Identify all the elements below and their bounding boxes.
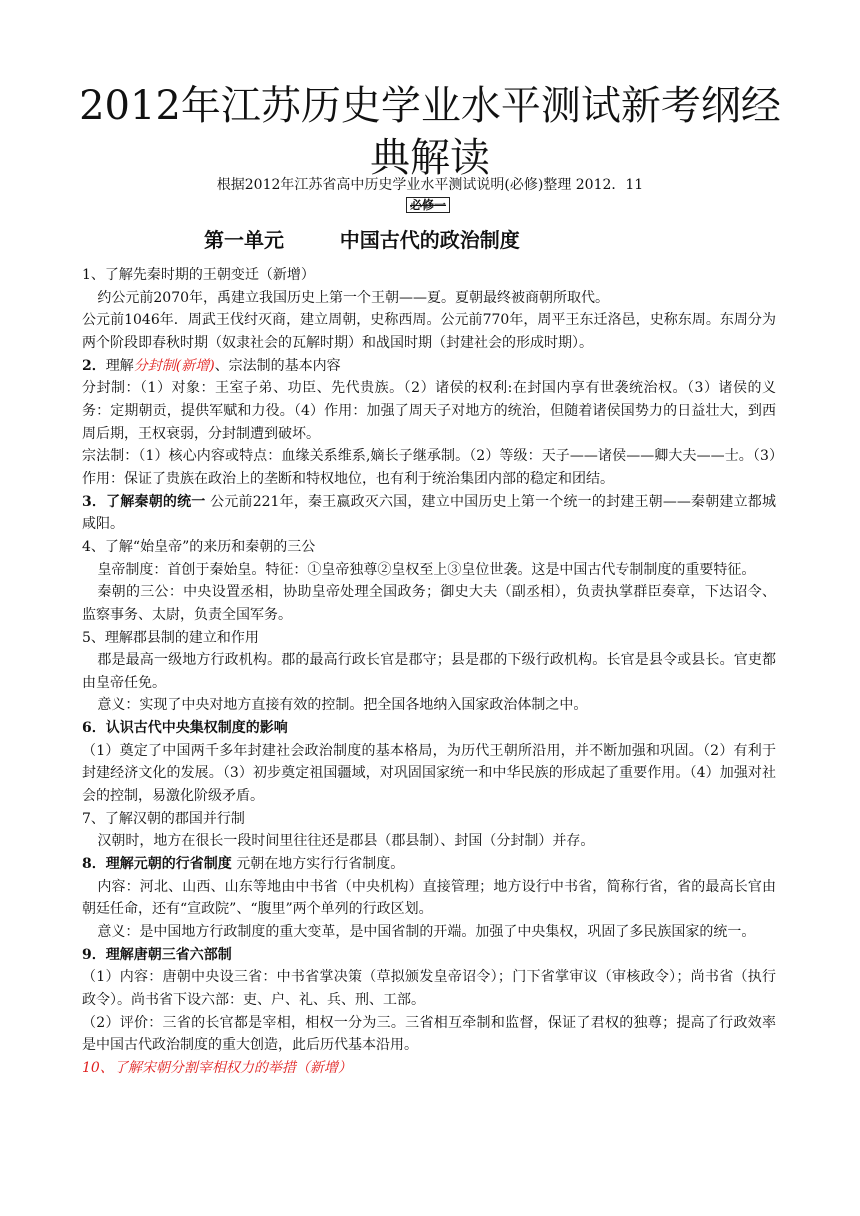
section-3-heading: 3．了解秦朝的统一 xyxy=(82,493,206,510)
section-4-heading: 4、了解“始皇帝”的来历和秦朝的三公 xyxy=(82,538,316,555)
section-8-text: 元朝在地方实行行省制度。 xyxy=(231,856,405,873)
section-9-heading: 9．理解唐朝三省六部制 xyxy=(82,946,232,963)
section-10-heading: 10、了解宋朝分割宰相权力的举措（新增） xyxy=(82,1059,352,1076)
section-7-heading: 7、了解汉朝的郡国并行制 xyxy=(82,810,245,827)
section-2-rest: 、宗法制的基本内容 xyxy=(214,357,341,374)
section-8-paragraph-1: 内容：河北、山西、山东等地由中书省（中央机构）直接管理；地方设行中书省，简称行省，省的最高长官由朝廷任命，还有“宣政院”、“腹里”两个单列的行政区划。 xyxy=(82,878,776,918)
section-8-heading: 8．理解元朝的行省制度 xyxy=(82,856,232,873)
section-7-paragraph-1: 汉朝时，地方在很长一段时间里往往还是郡县（郡县制）、封国（分封制）并存。 xyxy=(97,833,595,850)
section-5-paragraph-2: 意义：实现了中央对地方直接有效的控制。把全国各地纳入国家政治体制之中。 xyxy=(97,697,588,714)
section-9-paragraph-1: （1）内容：唐朝中央设三省：中书省掌决策（草拟颁发皇帝诏令）；门下省掌审议（审核政令）；尚书省（执行政令）。尚书省下设六部：吏、户、礼、兵、刑、工部。 xyxy=(82,969,776,1008)
document-body xyxy=(82,264,776,1080)
section-1-heading: 1、了解先秦时期的王朝变迁（新增） xyxy=(82,267,315,283)
unit-heading: 第一单元 中国古代的政治制度 xyxy=(204,228,520,252)
section-3-text: 公元前221年，秦王嬴政灭六国，建立中国历史上第一个统一的封建王朝——秦朝建立都城咸阳。 xyxy=(82,493,776,533)
section-3 xyxy=(82,491,776,536)
page-title: 2012年江苏历史学业水平测试新考纲经典解读 xyxy=(79,83,781,181)
section-4-paragraph-2: 秦朝的三公：中央设置丞相，协助皇帝处理全国政务；御史大夫（副丞相），负责执掌群臣奏章，下达诏令、监察事务、太尉，负责全国军务。 xyxy=(82,584,776,623)
section-6-paragraph-1: （1）奠定了中国两千多年封建社会政治制度的基本格局，为历代王朝所沿用，并不断加强和巩固。（2）有利于封建经济文化的发展。（3）初步奠定祖国疆域，对巩固国家统一和中华民族的形成起了重要作用。（4）加强对社会的控制，易激化阶级矛盾。 xyxy=(82,742,776,805)
section-2-verb: 理解 xyxy=(105,357,134,374)
section-2-paragraph-1: 分封制：（1）对象：王室子弟、功臣、先代贵族。（2）诸侯的权利:在封国内享有世袭统治权。（3）诸侯的义务：定期朝贡，提供军赋和力役。（4）作用：加强了周天子对地方的统治，但随着诸侯国势力的日益壮大，到西周后期，王权衰弱，分封制遭到破坏。 xyxy=(82,380,776,442)
volume-badge: 必修一 xyxy=(406,197,450,213)
section-5-paragraph-1: 郡是最高一级地方行政机构。郡的最高行政长官是郡守；县是郡的下级行政机构。长官是县令或县长。官吏都由皇帝任免。 xyxy=(82,652,776,691)
section-8 xyxy=(82,853,776,876)
section-1-paragraph-1: 约公元前2070年，禹建立我国历史上第一个王朝——夏。夏朝最终被商朝所取代。 xyxy=(97,289,610,306)
section-1-paragraph-2: 公元前1046年．周武王伐纣灭商，建立周朝，史称西周。公元前770年，周平王东迁洛邑，史称东周。东周分为两个阶段即春秋时期（奴隶社会的瓦解时期）和战国时期（封建社会的形成时期）。 xyxy=(82,312,776,351)
section-6-heading: 6．认识古代中央集权制度的影响 xyxy=(82,720,288,737)
section-2-heading xyxy=(82,355,776,378)
subtitle: 根据2012年江苏省高中历史学业水平测试说明(必修)整理 2012．11 xyxy=(216,177,644,193)
section-8-paragraph-2: 意义：是中国地方行政制度的重大变革，是中国省制的开端。加强了中央集权，巩固了多民族国家的统一。 xyxy=(97,924,756,941)
section-2-number: 2． xyxy=(82,357,106,374)
section-9-paragraph-2: （2）评价：三省的长官都是宰相，相权一分为三。三省相互牵制和监督，保证了君权的独尊；提高了行政效率是中国古代政治制度的重大创造，此后历代基本沿用。 xyxy=(82,1014,776,1054)
section-2-new-tag: 分封制(新增) xyxy=(133,357,215,374)
section-2-paragraph-2: 宗法制：（1）核心内容或特点：血缘关系维系,嫡长子继承制。（2）等级：天子——诸侯——卿大夫——士。（3）作用：保证了贵族在政治上的垄断和特权地位，也有利于统治集团内部的稳定和团结。 xyxy=(82,448,776,487)
section-4-paragraph-1: 皇帝制度：首创于秦始皇。特征：①皇帝独尊②皇权至上③皇位世袭。这是中国古代专制制度的重要特征。 xyxy=(97,561,756,578)
section-5-heading: 5、理解郡县制的建立和作用 xyxy=(82,629,259,646)
